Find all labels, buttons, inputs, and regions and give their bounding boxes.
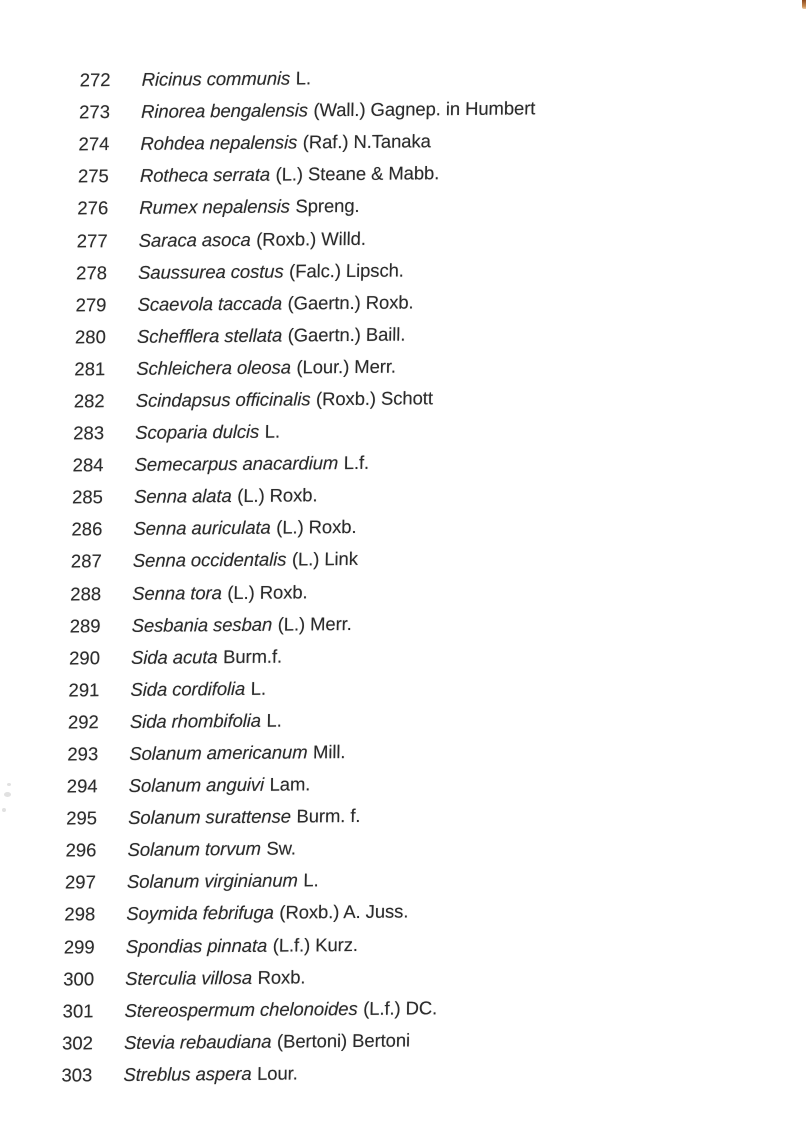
species-name: Rotheca serrata (139, 164, 271, 187)
species-list-item (0, 702, 524, 739)
entry-number: 285 (71, 486, 104, 508)
author-citation: (Roxb.) Schott (315, 387, 434, 410)
entry-number: 293 (67, 743, 99, 765)
author-citation: Sw. (266, 837, 297, 860)
entry-number: 276 (77, 197, 109, 219)
species-name: Rumex nepalensis (139, 195, 291, 219)
author-citation: Spreng. (295, 195, 360, 217)
species-name: Senna tora (132, 581, 223, 604)
entry-number: 298 (64, 903, 96, 926)
species-name: Solanum anguivi (128, 773, 265, 797)
species-name: Senna occidentalis (132, 549, 287, 572)
author-citation: Burm.f. (222, 645, 283, 667)
author-citation: (L.) Roxb. (227, 580, 308, 603)
species-list-item (0, 895, 521, 932)
author-citation: (L.) Link (291, 548, 359, 570)
author-citation: (L.) Merr. (277, 612, 352, 635)
entry-number: 289 (69, 614, 101, 637)
species-name: Stereospermum chelonoides (124, 997, 358, 1021)
entry-number: 287 (70, 550, 102, 572)
species-name: Semecarpus anacardium (134, 452, 339, 476)
entry-number: 282 (73, 390, 105, 412)
entry-number: 277 (76, 229, 108, 251)
author-citation: (Wall.) Gagnep. in Humbert (313, 97, 536, 121)
species-name: Sida cordifolia (130, 677, 246, 700)
species-name: Ricinus communis (141, 67, 291, 90)
author-citation: Burm. f. (296, 805, 361, 827)
species-list-item (0, 157, 534, 194)
entry-number: 274 (78, 133, 110, 155)
author-citation: Lam. (269, 773, 311, 795)
author-citation: Lour. (256, 1062, 298, 1084)
species-name: Solanum surattense (127, 805, 292, 829)
entry-number: 284 (72, 454, 104, 476)
species-name: Sida acuta (130, 645, 218, 668)
species-list-item (0, 606, 526, 643)
species-list-item (0, 767, 523, 804)
author-citation: (Roxb.) Willd. (256, 227, 367, 250)
species-list-item (0, 670, 525, 707)
species-list-item (0, 638, 526, 675)
author-citation: (Roxb.) A. Juss. (279, 900, 409, 924)
entry-number: 279 (75, 293, 107, 316)
author-citation: (Gaertn.) Roxb. (287, 291, 414, 314)
species-list-item (0, 381, 530, 418)
entry-number: 291 (68, 679, 100, 701)
species-list-item (0, 478, 529, 515)
entry-number: 281 (74, 358, 106, 380)
species-list-item (0, 253, 533, 290)
author-citation: (L.) Roxb. (276, 516, 357, 539)
entry-number: 296 (65, 839, 97, 861)
species-list-item (0, 734, 524, 771)
author-citation: (Raf.) N.Tanaka (302, 130, 432, 153)
entry-number: 286 (71, 518, 103, 540)
author-citation: L. (295, 67, 312, 89)
species-list-item (0, 927, 520, 964)
species-name: Sterculia villosa (125, 966, 253, 989)
entry-number: 300 (63, 967, 95, 990)
species-list-item (0, 863, 521, 900)
species-list-item (0, 574, 527, 611)
species-name: Rinorea bengalensis (140, 99, 309, 122)
species-list-item (0, 542, 527, 579)
species-list-item (0, 285, 532, 322)
entry-number: 297 (64, 871, 97, 893)
species-name: Spondias pinnata (125, 934, 268, 957)
entry-number: 301 (62, 1000, 94, 1022)
author-citation: (L.f.) Kurz. (272, 933, 359, 956)
entry-number: 272 (79, 69, 111, 91)
scan-artifact-corner-mark (802, 0, 806, 9)
author-citation: (L.) Steane & Mabb. (275, 162, 440, 185)
author-citation: L.f. (343, 452, 370, 474)
species-list-item (0, 991, 519, 1028)
species-list-item (0, 125, 535, 162)
species-name: Solanum torvum (127, 838, 262, 861)
species-name: Sesbania sesban (131, 613, 273, 636)
author-citation: (L.) Roxb. (237, 484, 318, 507)
species-name: Senna alata (133, 485, 232, 508)
species-name: Stevia rebaudiana (123, 1030, 272, 1053)
species-list-item (0, 799, 523, 836)
entry-number: 295 (65, 807, 98, 829)
species-list-item (0, 349, 531, 386)
species-name: Schleichera oleosa (136, 356, 292, 379)
entry-number: 292 (67, 711, 100, 733)
species-name: Streblus aspera (123, 1062, 252, 1085)
author-citation: Roxb. (257, 966, 306, 988)
species-list-item (0, 221, 533, 258)
species-name: Scoparia dulcis (135, 420, 260, 443)
entry-number: 302 (61, 1032, 94, 1054)
author-citation: (Falc.) Lipsch. (288, 259, 405, 282)
author-citation: Mill. (312, 741, 346, 763)
species-list-item (0, 60, 536, 97)
author-citation: L. (264, 420, 281, 442)
species-name: Solanum americanum (129, 741, 308, 764)
species-list-item (0, 189, 534, 226)
species-name: Soymida febrifuga (126, 902, 275, 925)
author-citation: (L.f.) DC. (362, 997, 438, 1019)
species-name: Saussurea costus (137, 260, 284, 283)
species-list-item (0, 446, 529, 483)
species-list-item (0, 959, 520, 996)
author-citation: (Gaertn.) Baill. (287, 323, 406, 346)
author-citation: (Lour.) Merr. (296, 355, 397, 378)
species-list (0, 60, 536, 1092)
species-name: Scaevola taccada (137, 292, 283, 315)
species-list-item (0, 317, 531, 354)
entry-number: 283 (73, 422, 105, 444)
entry-number: 294 (66, 775, 98, 797)
entry-number: 290 (68, 646, 101, 669)
species-name: Rohdea nepalensis (140, 131, 298, 155)
species-name: Schefflera stellata (136, 324, 283, 347)
author-citation: (Bertoni) Bertoni (276, 1029, 411, 1052)
entry-number: 288 (70, 582, 102, 605)
species-list-item (0, 92, 536, 129)
entry-number: 275 (77, 165, 110, 187)
species-list-item (0, 831, 522, 868)
species-list-item (0, 413, 530, 450)
species-name: Sida rhombifolia (129, 709, 262, 732)
species-list-item (0, 510, 528, 547)
author-citation: L. (266, 709, 282, 731)
species-list-item (0, 1055, 518, 1092)
species-name: Saraca asoca (138, 228, 251, 251)
author-citation: L. (303, 869, 319, 891)
species-name: Senna auriculata (133, 517, 271, 540)
entry-number: 303 (61, 1064, 93, 1086)
entry-number: 299 (63, 935, 95, 958)
author-citation: L. (250, 677, 267, 699)
species-name: Solanum virginianum (126, 869, 299, 893)
entry-number: 278 (75, 261, 108, 284)
entry-number: 273 (78, 101, 111, 123)
species-name: Scindapsus officinalis (135, 388, 311, 411)
species-list-item (0, 1023, 519, 1060)
entry-number: 280 (74, 325, 107, 348)
